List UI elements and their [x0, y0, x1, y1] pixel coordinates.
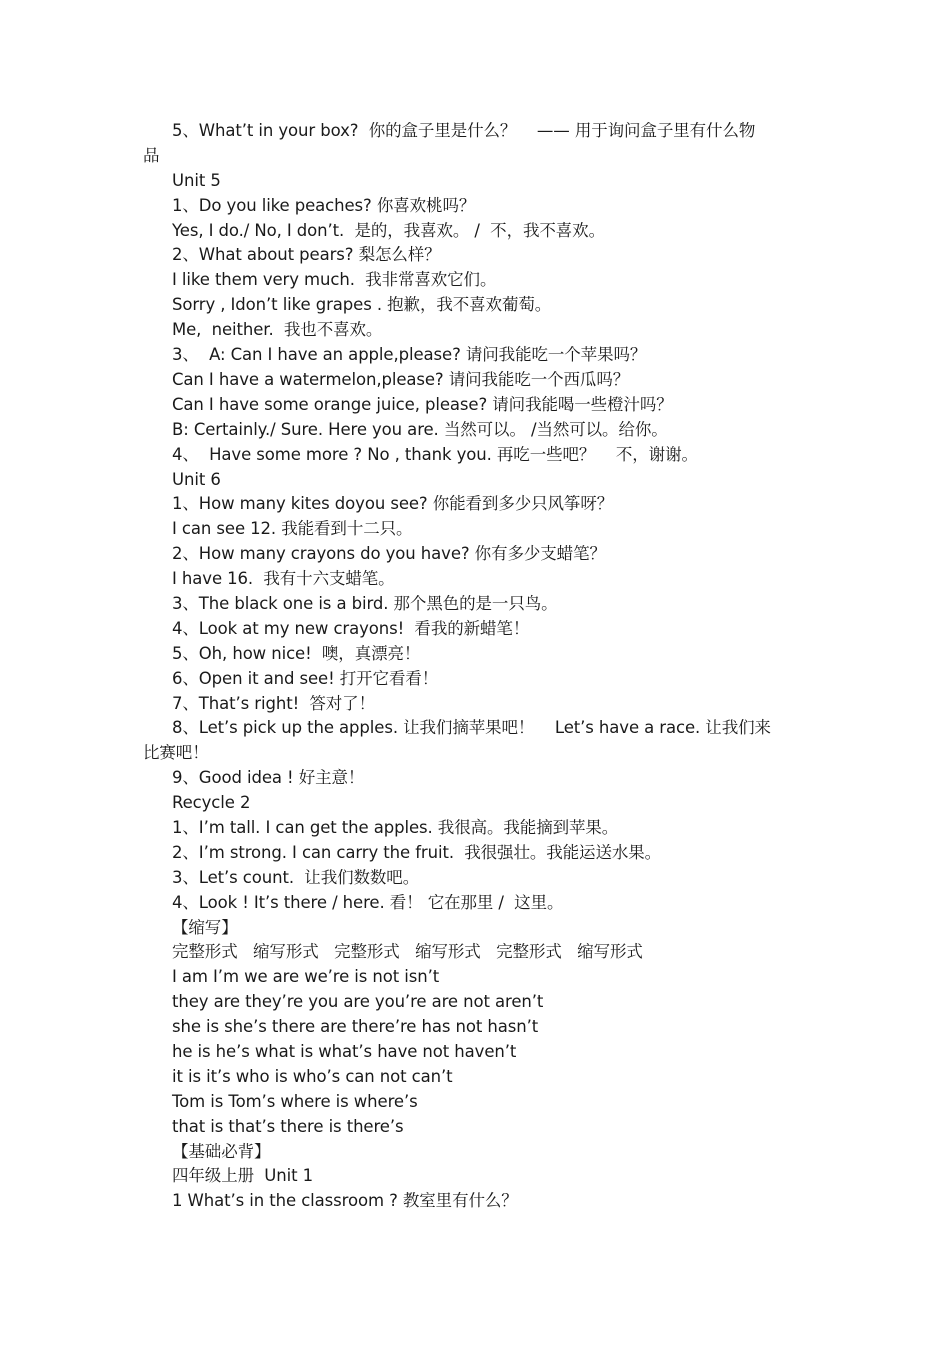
text-line: Me, neither. 我也不喜欢。: [172, 320, 383, 340]
section-heading-recycle2: Recycle 2: [172, 793, 251, 813]
text-line: B: Certainly./ Sure. Here you are. 当然可以。 /当然可以。给你。: [172, 419, 668, 439]
text-line: 1、Do you like peaches? 你喜欢桃吗？: [172, 195, 476, 215]
text-line: 7、That’s right! 答对了！: [172, 693, 375, 713]
line-text: 8、Let’s pick up the apples. 让我们摘苹果吧！ Let’s have a race. 让我们来: [172, 718, 771, 738]
text-line: 4、Look ! It’s there / here. 看！ 它在那里 / 这里。: [172, 892, 564, 912]
line-text: 5、What’t in your box? 你的盒子里是什么？ —— 用于询问盒子里有什么物: [172, 121, 756, 140]
section-heading-contractions: 【缩写】: [172, 917, 238, 937]
text-line: 2、I’m strong. I can carry the fruit. 我很强壮。我能运送水果。: [172, 842, 662, 862]
text-line: Sorry , Idon’t like grapes . 抱歉，我不喜欢葡萄。: [172, 295, 552, 315]
text-line: Can I have a watermelon,please? 请问我能吃一个西瓜吗？: [172, 369, 630, 389]
text-line: I have 16. 我有十六支蜡笔。: [172, 569, 395, 589]
section-heading-grade4-unit1: 四年级上册 Unit 1: [172, 1166, 314, 1186]
text-line: Yes, I do./ No, I don’t. 是的，我喜欢。 / 不，我不喜欢。: [172, 220, 605, 240]
text-line: 9、Good idea ! 好主意！: [172, 768, 365, 788]
contractions-row: I am I’m we are we’re is not isn’t: [172, 967, 440, 987]
text-line: [0, 119, 756, 169]
text-line: [0, 716, 771, 766]
contractions-row: it is it’s who is who’s can not can’t: [172, 1066, 453, 1086]
text-line: I like them very much. 我非常喜欢它们。: [172, 270, 497, 290]
line-text-continued: 比赛吧！: [143, 743, 209, 763]
text-line: 3、 A: Can I have an apple,please? 请问我能吃一个苹果吗？: [172, 345, 647, 365]
contractions-header-row: 完整形式 缩写形式 完整形式 缩写形式 完整形式 缩写形式: [172, 942, 643, 962]
text-line: 1 What’s in the classroom ? 教室里有什么？: [172, 1191, 518, 1211]
contractions-row: she is she’s there are there’re has not hasn’t: [172, 1017, 539, 1037]
section-heading-unit6: Unit 6: [172, 469, 221, 489]
document-page: [0, 119, 950, 1214]
section-heading-unit5: Unit 5: [172, 170, 221, 190]
contractions-row: Tom is Tom’s where is where’s: [172, 1091, 418, 1111]
section-heading-basics: 【基础必背】: [172, 1141, 271, 1161]
text-line: 4、Look at my new crayons! 看我的新蜡笔！: [172, 618, 530, 638]
text-line: 2、What about pears? 梨怎么样？: [172, 245, 441, 265]
text-line: 1、How many kites doyou see? 你能看到多少只风筝呀？: [172, 494, 614, 514]
text-line: 3、The black one is a bird. 那个黑色的是一只鸟。: [172, 593, 558, 613]
text-line: 1、I’m tall. I can get the apples. 我很高。我能摘到苹果。: [172, 818, 619, 837]
text-line: 5、Oh, how nice! 噢，真漂亮！: [172, 643, 421, 663]
text-line: 2、How many crayons do you have? 你有多少支蜡笔？: [172, 544, 606, 564]
contractions-row: he is he’s what is what’s have not haven’t: [172, 1042, 517, 1062]
text-line: I can see 12. 我能看到十二只。: [172, 519, 413, 539]
text-line: 3、Let’s count. 让我们数数吧。: [172, 867, 420, 887]
contractions-row: that is that’s there is there’s: [172, 1116, 404, 1136]
text-line: Can I have some orange juice, please? 请问我能喝一些橙汁吗？: [172, 394, 673, 414]
text-line: 4、 Have some more ? No , thank you. 再吃一些吧？ 不，谢谢。: [172, 444, 698, 464]
line-text-continued: 品: [143, 145, 160, 165]
contractions-row: they are they’re you are you’re are not aren’t: [172, 992, 544, 1012]
text-line: 6、Open it and see! 打开它看看！: [172, 668, 439, 688]
